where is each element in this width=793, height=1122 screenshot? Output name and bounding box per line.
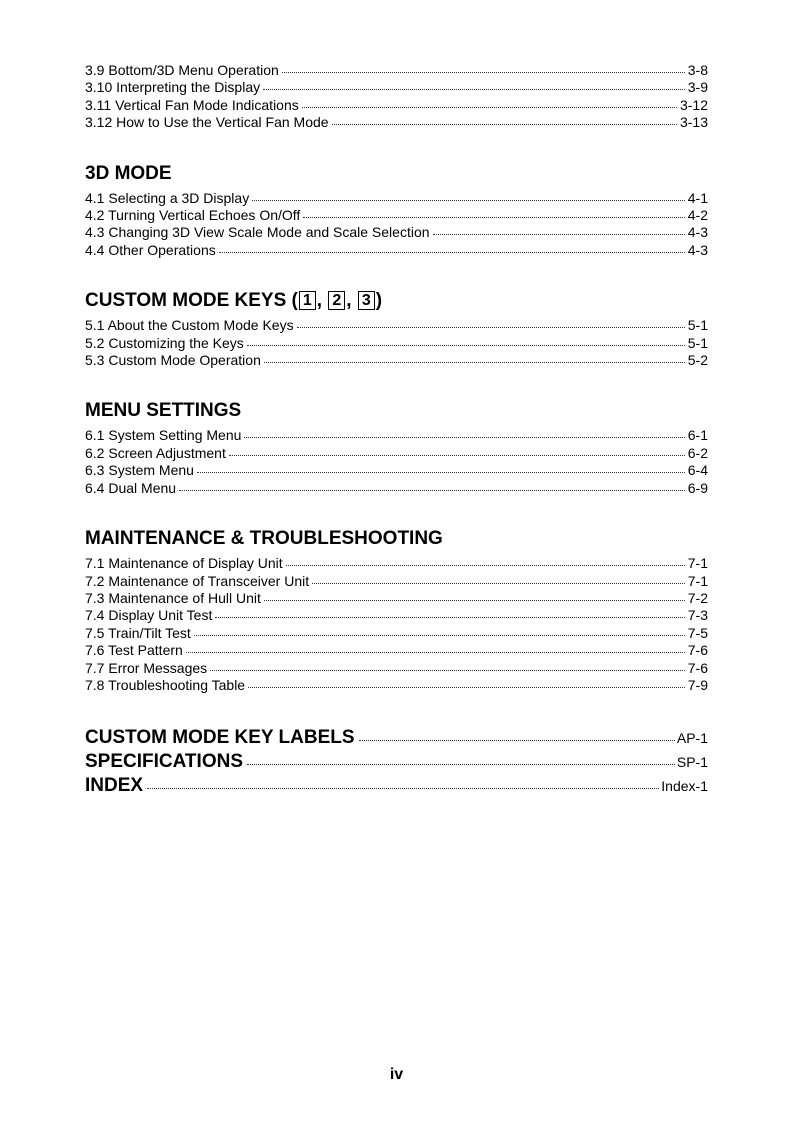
toc-entry-title: 4.1 Selecting a 3D Display [85,189,250,206]
toc-entry-page: 7-5 [687,624,708,641]
toc-entry-page: 5-2 [687,352,708,369]
toc-entry-page: 6-2 [687,444,708,461]
appendix-entry-title: INDEX [85,775,144,797]
toc-entry-title: 3.9 Bottom/3D Menu Operation [85,62,279,78]
toc-entry-title: 3.12 How to Use the Vertical Fan Mode [85,114,329,131]
toc-entry-title: 7.3 Maintenance of Hull Unit [85,589,261,606]
dot-leader [247,752,675,765]
toc-entry-page: 3-8 [687,62,708,78]
toc-entry-page: 5-1 [687,334,708,351]
dot-leader [312,571,685,584]
appendix-entry[interactable] [85,750,708,774]
toc-entry-title: 7.7 Error Messages [85,659,208,676]
toc-entry-page: 7-6 [687,659,708,676]
custom-key-3-icon: 3 [358,291,375,310]
dot-leader [286,553,685,566]
toc-section-continuation [85,62,708,132]
toc-entry-title: 7.1 Maintenance of Display Unit [85,555,283,572]
appendix-entry-title: CUSTOM MODE KEY LABELS [85,727,355,749]
dot-leader [186,640,685,653]
section-heading-custom-mode-keys: CUSTOM MODE KEYS ( 1 , 2 , 3 ) [85,290,383,312]
appendix-entry-title: SPECIFICATIONS [85,751,243,773]
dot-leader [264,588,685,601]
toc-entry-title: 7.8 Troubleshooting Table [85,676,246,693]
toc-entry-page: 6-9 [687,479,708,496]
dot-leader [303,205,684,218]
toc-entry-title: 3.10 Interpreting the Display [85,79,261,96]
dot-leader [263,77,685,90]
section-heading: 3D MODE [85,162,172,184]
toc-entry-page: 4-3 [687,241,708,258]
dot-leader [244,425,684,438]
toc-entry-page: 7-2 [687,589,708,606]
toc-entry-page: 6-4 [687,462,708,479]
toc-entry-page: 3-9 [687,79,708,96]
toc-entry-title: 4.2 Turning Vertical Echoes On/Off [85,207,301,224]
section-heading: MAINTENANCE & TROUBLESHOOTING [85,528,443,550]
dot-leader [282,60,685,73]
toc-entry-page: 7-1 [687,555,708,572]
toc-section-maintenance [85,528,708,694]
toc-entry-page: 4-2 [687,207,708,224]
section-heading-text: CUSTOM MODE KEYS [85,290,287,312]
toc-entry-title: 7.4 Display Unit Test [85,607,213,624]
toc-entry-page: 6-1 [687,427,708,444]
toc-entry-title: 6.4 Dual Menu [85,479,177,496]
dot-leader [179,478,685,491]
dot-leader [210,658,685,671]
toc-entry-title: 7.2 Maintenance of Transceiver Unit [85,572,310,589]
dot-leader [229,443,685,456]
toc-entry-page: 4-1 [687,189,708,206]
toc-entry-title: 5.1 About the Custom Mode Keys [85,317,294,334]
dot-leader [332,112,677,125]
appendix-entry-page: AP-1 [676,730,708,747]
toc-entry-page: 7-9 [687,676,708,693]
page-number: iv [389,1066,404,1083]
toc-entry-title: 6.1 System Setting Menu [85,427,242,444]
toc-entry-page: 3-12 [679,96,708,113]
toc-entry-page: 3-13 [679,114,708,131]
toc-entry-title: 4.4 Other Operations [85,241,216,258]
dot-leader [219,240,685,253]
custom-key-1-icon: 1 [299,291,316,310]
toc-entry-page: 5-1 [687,317,708,334]
table-of-contents [85,62,708,798]
dot-leader [215,605,684,618]
toc-appendices [85,726,708,798]
toc-entry-title: 3.11 Vertical Fan Mode Indications [85,96,299,113]
dot-leader [302,95,677,108]
dot-leader [264,350,685,363]
dot-leader [247,333,685,346]
dot-leader [359,728,675,741]
toc-entry[interactable] [85,480,708,497]
toc-entry-page: 4-3 [687,224,708,241]
dot-leader [194,623,685,636]
dot-leader [248,675,685,688]
toc-entry-title: 6.3 System Menu [85,462,194,479]
toc-section-menu-settings [85,400,708,497]
toc-entry[interactable] [85,114,708,131]
toc-section-3d-mode [85,163,708,260]
dot-leader [297,315,685,328]
toc-entry-title: 5.2 Customizing the Keys [85,334,244,351]
dot-leader [433,222,685,235]
toc-entry-page: 7-1 [687,572,708,589]
toc-entry[interactable] [85,242,708,259]
appendix-entry[interactable] [85,774,708,798]
toc-entry-title: 4.3 Changing 3D View Scale Mode and Scale Selection [85,224,430,241]
toc-entry-title: 7.5 Train/Tilt Test [85,624,191,641]
toc-entry-title: 7.6 Test Pattern [85,642,183,659]
appendix-entry-page: SP-1 [676,754,708,771]
section-heading: MENU SETTINGS [85,400,242,422]
appendix-entry[interactable] [85,726,708,750]
toc-section-custom-mode-keys [85,290,708,369]
custom-key-2-icon: 2 [328,291,345,310]
dot-leader [147,776,659,789]
dot-leader [252,188,685,201]
toc-entry-title: 5.3 Custom Mode Operation [85,352,261,369]
toc-entry-page: 7-6 [687,642,708,659]
toc-entry[interactable] [85,677,708,694]
toc-entry-title: 6.2 Screen Adjustment [85,444,226,461]
dot-leader [197,460,685,473]
toc-entry-page: 7-3 [687,607,708,624]
appendix-entry-page: Index-1 [661,778,708,795]
toc-entry[interactable] [85,352,708,369]
